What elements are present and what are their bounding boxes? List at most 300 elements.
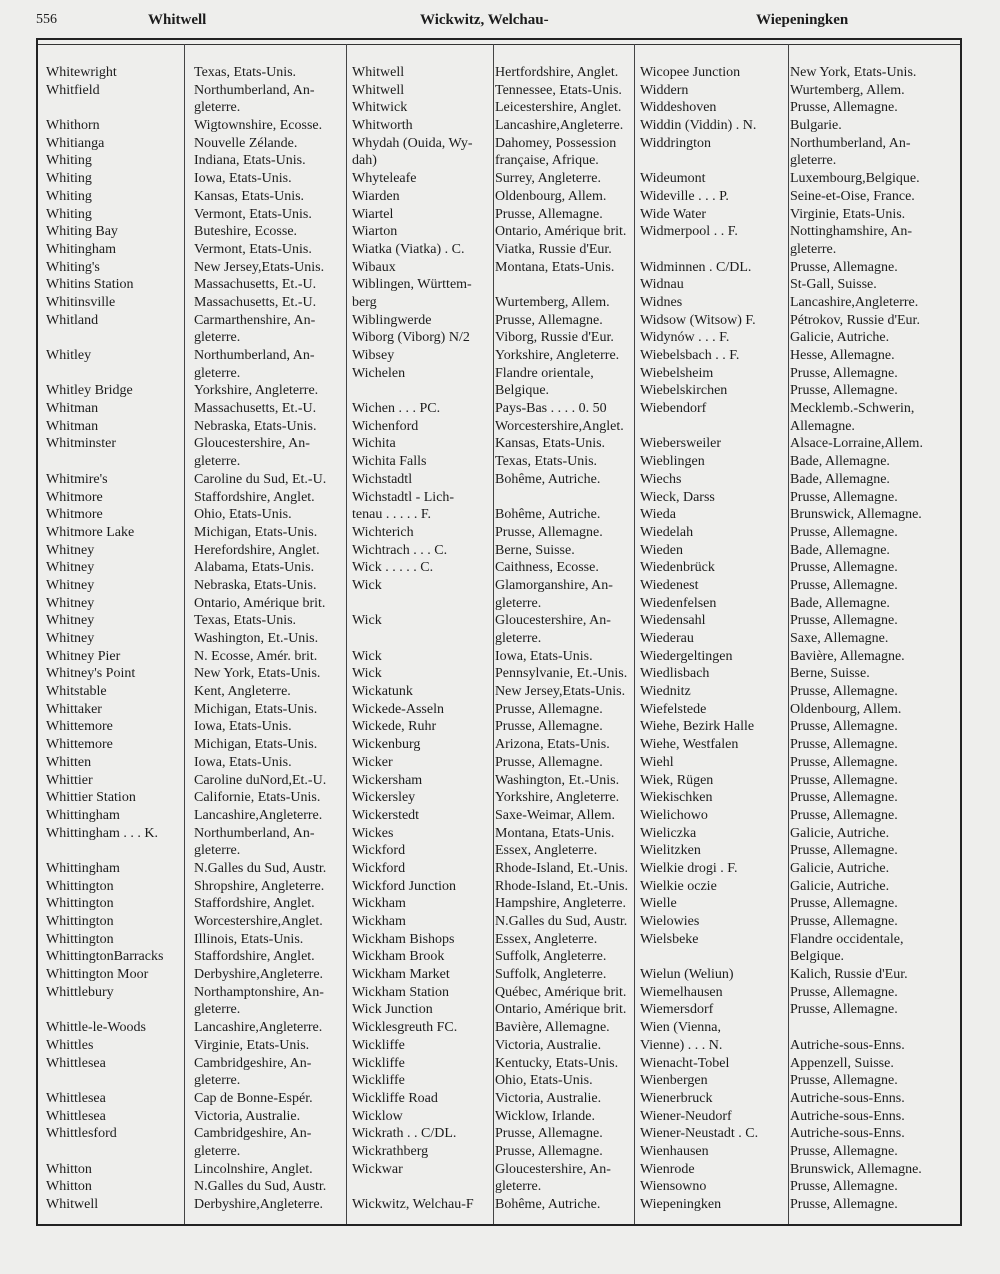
entry-row xyxy=(634,966,960,984)
locality: Victoria, Australie. xyxy=(194,1108,301,1124)
place-name: Whittington xyxy=(46,878,114,894)
locality: Prusse, Allemagne. xyxy=(790,737,898,753)
locality: gleterre. xyxy=(194,1002,241,1018)
entry-row xyxy=(36,435,346,453)
place-name: Wichterich xyxy=(352,524,414,540)
locality: Staffordshire, Anglet. xyxy=(194,489,315,505)
locality: Prusse, Allemagne. xyxy=(495,206,603,222)
locality: Galicie, Autriche. xyxy=(790,878,890,894)
entry-row xyxy=(36,152,346,170)
entry-row xyxy=(36,984,346,1002)
entry-row xyxy=(346,948,634,966)
entry-row xyxy=(634,329,960,347)
place-name: Whitmore Lake xyxy=(46,524,135,540)
locality: Bade, Allemagne. xyxy=(790,471,890,487)
place-name: Wiener-Neudorf xyxy=(640,1108,732,1124)
locality: Carmarthenshire, An- xyxy=(194,312,316,328)
place-name: Whittlesea xyxy=(46,1055,106,1071)
locality: Wurtemberg, Allem. xyxy=(790,82,905,98)
place-name: tenau . . . . . F. xyxy=(352,507,431,523)
locality: Belgique. xyxy=(495,383,550,399)
locality: Bavière, Allemagne. xyxy=(790,648,905,664)
locality: Arizona, Etats-Unis. xyxy=(495,737,610,753)
locality: Lancashire,Angleterre. xyxy=(790,294,919,310)
locality: Derbyshire,Angleterre. xyxy=(194,1197,324,1212)
locality: Autriche-sous-Enns. xyxy=(790,1037,905,1053)
entry-row xyxy=(346,82,634,100)
place-name: Wick . . . . . C. xyxy=(352,560,434,576)
locality: Prusse, Allemagne. xyxy=(790,754,898,770)
place-name: dah) xyxy=(352,153,377,169)
entry-row xyxy=(36,948,346,966)
entry-row xyxy=(36,365,346,383)
place-name: Wienbergen xyxy=(640,1073,708,1089)
place-name: Wickes xyxy=(352,825,394,841)
locality: Pétrokov, Russie d'Eur. xyxy=(790,312,920,328)
place-name: Whittingham xyxy=(46,807,120,823)
place-name: Wickwitz, Welchau-F xyxy=(352,1197,474,1212)
locality: Ontario, Amérique brit. xyxy=(194,595,326,611)
locality: New Jersey,Etats-Unis. xyxy=(495,684,626,700)
locality: Saxe-Weimar, Allem. xyxy=(495,807,615,823)
place-name: Whittier Station xyxy=(46,790,136,806)
place-name: Wickrathberg xyxy=(352,1143,429,1159)
entry-row xyxy=(634,1090,960,1108)
entry-row xyxy=(346,736,634,754)
locality: Prusse, Allemagne. xyxy=(790,1197,898,1212)
place-name: Wiemelhausen xyxy=(640,984,723,1000)
entry-row xyxy=(36,276,346,294)
locality: Prusse, Allemagne. xyxy=(495,1143,603,1159)
place-name: Wiborg (Viborg) N/2 xyxy=(352,330,470,346)
place-name: Wick Junction xyxy=(352,1002,433,1018)
locality: Northumberland, An- xyxy=(194,348,315,363)
entry-row xyxy=(346,259,634,277)
entry-row xyxy=(346,1019,634,1037)
locality: gleterre. xyxy=(194,365,241,381)
entry-row xyxy=(346,612,634,630)
place-name: Widminnen . C/DL. xyxy=(640,259,752,275)
entry-row xyxy=(346,842,634,860)
locality: Iowa, Etats-Unis. xyxy=(194,719,292,735)
entry-row xyxy=(634,630,960,648)
entry-row xyxy=(346,754,634,772)
locality: New Jersey,Etats-Unis. xyxy=(194,259,325,275)
entry-row xyxy=(634,294,960,312)
entry-row xyxy=(634,1108,960,1126)
place-name: Wick xyxy=(352,648,382,664)
place-name: Wielkie drogi . F. xyxy=(640,860,738,876)
entry-row xyxy=(634,1143,960,1161)
locality: Rhode-Island, Et.-Unis. xyxy=(495,860,628,876)
locality: Lancashire,Angleterre. xyxy=(495,118,624,134)
entry-row xyxy=(634,241,960,259)
place-name: Wickede-Asseln xyxy=(352,701,444,717)
place-name: Whittington Moor xyxy=(46,967,149,983)
entry-row xyxy=(36,82,346,100)
locality: Hesse, Allemagne. xyxy=(790,348,895,363)
place-name: Whitwell xyxy=(46,1197,99,1212)
place-name: Whittlebury xyxy=(46,984,114,1000)
locality: Prusse, Allemagne. xyxy=(495,312,603,328)
entry-row xyxy=(36,294,346,312)
locality: Pennsylvanie, Et.-Unis. xyxy=(495,666,628,682)
place-name: Wiebelsbach . . F. xyxy=(640,348,740,363)
locality: Surrey, Angleterre. xyxy=(495,171,601,187)
entry-row xyxy=(36,683,346,701)
locality: Seine-et-Oise, France. xyxy=(790,188,915,204)
place-name: Wicker xyxy=(352,754,393,770)
locality: Kent, Angleterre. xyxy=(194,684,291,700)
locality: Prusse, Allemagne. xyxy=(790,100,898,116)
locality: Washington, Et.-Unis. xyxy=(194,631,319,646)
place-name: Whittemore xyxy=(46,719,113,735)
locality: Prusse, Allemagne. xyxy=(790,843,898,859)
locality: Nottinghamshire, An- xyxy=(790,224,913,240)
entry-row xyxy=(634,1037,960,1055)
locality: Autriche-sous-Enns. xyxy=(790,1108,905,1124)
place-name: Wiedensahl xyxy=(640,613,706,629)
place-name: Wickham Station xyxy=(352,984,450,1000)
place-name: Whittles xyxy=(46,1037,94,1053)
entry-row xyxy=(346,188,634,206)
entry-row xyxy=(36,117,346,135)
place-name: Wickede, Ruhr xyxy=(352,719,437,735)
locality: Ohio, Etats-Unis. xyxy=(495,1073,593,1089)
place-name: Wieliczka xyxy=(640,825,697,841)
place-name: Whitman xyxy=(46,401,99,417)
place-name: Wickford xyxy=(352,843,406,859)
entry-row xyxy=(36,1072,346,1090)
place-name: Wickham Bishops xyxy=(352,931,455,947)
entry-row xyxy=(346,701,634,719)
locality: Northumberland, An- xyxy=(194,82,315,98)
entry-row xyxy=(36,612,346,630)
entry-row xyxy=(346,1161,634,1179)
entry-row xyxy=(634,1125,960,1143)
locality: Michigan, Etats-Unis. xyxy=(194,701,318,717)
entry-row xyxy=(36,1178,346,1196)
entry-row xyxy=(634,82,960,100)
place-name: Wickham Market xyxy=(352,967,450,983)
locality: Montana, Etats-Unis. xyxy=(495,259,615,275)
entry-row xyxy=(634,1161,960,1179)
entry-row xyxy=(346,365,634,383)
place-name: Whitton xyxy=(46,1161,92,1177)
place-name: Wideville . . . P. xyxy=(640,188,729,204)
locality: Prusse, Allemagne. xyxy=(790,1073,898,1089)
entry-row xyxy=(36,418,346,436)
place-name: Whitman xyxy=(46,418,99,434)
entry-row xyxy=(634,1055,960,1073)
locality: Lancashire,Angleterre. xyxy=(194,1020,323,1036)
locality: Nouvelle Zélande. xyxy=(194,135,298,151)
entry-row xyxy=(346,524,634,542)
place-name: Wiedenest xyxy=(640,577,699,593)
place-name: Whitley xyxy=(46,348,92,363)
entry-row xyxy=(634,895,960,913)
locality: Caroline du Sud, Et.-U. xyxy=(194,471,327,487)
locality: Autriche-sous-Enns. xyxy=(790,1090,905,1106)
locality: Derbyshire,Angleterre. xyxy=(194,967,324,983)
locality: Washington, Et.-Unis. xyxy=(495,772,620,788)
entry-column-2 xyxy=(346,64,634,1214)
entry-row xyxy=(346,506,634,524)
place-name: Whittlesea xyxy=(46,1090,106,1106)
place-name: WhittingtonBarracks xyxy=(46,949,164,965)
entry-row xyxy=(36,312,346,330)
entry-row xyxy=(346,718,634,736)
locality: Galicie, Autriche. xyxy=(790,825,890,841)
entry-row xyxy=(634,1178,960,1196)
locality: Wicklow, Irlande. xyxy=(495,1108,595,1124)
place-name: Widdrington xyxy=(640,135,711,151)
entry-row xyxy=(36,559,346,577)
entry-row xyxy=(346,931,634,949)
place-name: Widnes xyxy=(640,294,683,310)
place-name: Wienhausen xyxy=(640,1143,709,1159)
entry-row xyxy=(36,630,346,648)
locality: Prusse, Allemagne. xyxy=(495,1126,603,1142)
entry-row xyxy=(634,453,960,471)
entry-row xyxy=(346,382,634,400)
place-name: Wide Water xyxy=(640,206,707,222)
locality: Prusse, Allemagne. xyxy=(790,259,898,275)
locality: Prusse, Allemagne. xyxy=(790,1179,898,1195)
locality: gleterre. xyxy=(495,595,542,611)
place-name: Wiensowno xyxy=(640,1179,707,1195)
place-name: Wiefelstede xyxy=(640,701,707,717)
locality: Leicestershire, Anglet. xyxy=(495,100,622,116)
locality: N.Galles du Sud, Austr. xyxy=(194,860,327,876)
locality: Victoria, Australie. xyxy=(495,1090,602,1106)
locality: Bade, Allemagne. xyxy=(790,454,890,470)
entry-row xyxy=(346,223,634,241)
locality: Luxembourg,Belgique. xyxy=(790,171,920,187)
locality: N. Ecosse, Amér. brit. xyxy=(194,648,318,664)
place-name: Whitmire's xyxy=(46,471,108,487)
locality: Prusse, Allemagne. xyxy=(790,1143,898,1159)
entry-row xyxy=(36,347,346,365)
place-name: Wienerbruck xyxy=(640,1090,713,1106)
entry-row xyxy=(346,1178,634,1196)
locality: Virginie, Etats-Unis. xyxy=(790,206,906,222)
place-name: Wichen . . . PC. xyxy=(352,401,441,417)
entry-row xyxy=(346,1143,634,1161)
entry-row xyxy=(634,913,960,931)
entry-row xyxy=(36,701,346,719)
entry-row xyxy=(346,347,634,365)
entry-row xyxy=(634,188,960,206)
entry-row xyxy=(36,1125,346,1143)
place-name: Widsow (Witsow) F. xyxy=(640,312,756,328)
place-name: Whitmore xyxy=(46,507,103,523)
entry-row xyxy=(36,241,346,259)
place-name: Wielun (Weliun) xyxy=(640,967,734,983)
entry-row xyxy=(36,878,346,896)
place-name: Whittle-le-Woods xyxy=(46,1020,146,1036)
locality: gleterre. xyxy=(194,843,241,859)
place-name: Wick xyxy=(352,577,382,593)
locality: Bade, Allemagne. xyxy=(790,595,890,611)
locality: Prusse, Allemagne. xyxy=(790,365,898,381)
place-name: Whitton xyxy=(46,1179,92,1195)
entry-row xyxy=(346,1037,634,1055)
entry-row xyxy=(36,1001,346,1019)
place-name: Wideumont xyxy=(640,171,706,187)
place-name: Wiblingen, Württem- xyxy=(352,277,472,293)
entry-row xyxy=(346,807,634,825)
locality: Prusse, Allemagne. xyxy=(790,719,898,735)
locality: Flandre orientale, xyxy=(495,365,594,381)
locality: gleterre. xyxy=(495,1179,542,1195)
place-name: Wickerstedt xyxy=(352,807,420,823)
locality: Massachusetts, Et.-U. xyxy=(194,401,317,417)
entry-row xyxy=(634,489,960,507)
entry-row xyxy=(634,542,960,560)
entry-row xyxy=(346,860,634,878)
entry-row xyxy=(634,595,960,613)
locality: New York, Etats-Unis. xyxy=(194,666,321,682)
locality: gleterre. xyxy=(194,1143,241,1159)
place-name: Whitianga xyxy=(46,135,105,151)
entry-row xyxy=(36,329,346,347)
place-name: Wiblingwerde xyxy=(352,312,432,328)
locality: Lincolnshire, Anglet. xyxy=(194,1161,313,1177)
locality: Prusse, Allemagne. xyxy=(790,489,898,505)
locality: Texas, Etats-Unis. xyxy=(194,613,297,629)
entry-row xyxy=(346,1055,634,1073)
entry-row xyxy=(634,506,960,524)
locality: Flandre occidentale, xyxy=(790,931,904,947)
entry-row xyxy=(634,665,960,683)
page-number: 556 xyxy=(36,12,57,27)
locality: gleterre. xyxy=(194,330,241,346)
place-name: Wiekischken xyxy=(640,790,713,806)
place-name: Wiatka (Viatka) . C. xyxy=(352,241,465,257)
locality: Prusse, Allemagne. xyxy=(790,914,898,929)
entry-row xyxy=(36,1090,346,1108)
locality: Essex, Angleterre. xyxy=(495,931,598,947)
locality: Prusse, Allemagne. xyxy=(495,524,603,540)
locality: Vermont, Etats-Unis. xyxy=(194,241,312,257)
place-name: Whitland xyxy=(46,312,99,328)
locality: Rhode-Island, Et.-Unis. xyxy=(495,878,628,894)
locality: Appenzell, Suisse. xyxy=(790,1055,894,1071)
place-name: Wiemersdorf xyxy=(640,1002,714,1018)
entry-row xyxy=(634,984,960,1002)
locality: Michigan, Etats-Unis. xyxy=(194,737,318,753)
entry-row xyxy=(346,1125,634,1143)
entry-row xyxy=(634,559,960,577)
place-name: Whittier xyxy=(46,772,93,788)
locality: Caithness, Ecosse. xyxy=(495,560,599,576)
place-name: Wick xyxy=(352,613,382,629)
entry-row xyxy=(346,789,634,807)
entry-row xyxy=(346,152,634,170)
entry-row xyxy=(346,453,634,471)
place-name: Whitingham xyxy=(46,241,116,257)
entry-row xyxy=(634,807,960,825)
place-name: Wichtrach . . . C. xyxy=(352,542,448,558)
locality: Bohême, Autriche. xyxy=(495,471,601,487)
entry-row xyxy=(634,1001,960,1019)
place-name: Widnau xyxy=(640,277,684,293)
place-name: Widdeshoven xyxy=(640,100,717,116)
entry-row xyxy=(346,630,634,648)
locality: Yorkshire, Angleterre. xyxy=(495,790,620,806)
place-name: Whitfield xyxy=(46,82,100,98)
place-name: Wieck, Darss xyxy=(640,489,715,505)
entry-row xyxy=(36,1055,346,1073)
locality: Prusse, Allemagne. xyxy=(790,790,898,806)
locality: Alsace-Lorraine,Allem. xyxy=(790,436,923,452)
place-name: Wichstadtl - Lich- xyxy=(352,489,455,505)
entry-row xyxy=(634,99,960,117)
locality: Viatka, Russie d'Eur. xyxy=(495,241,612,257)
locality: Prusse, Allemagne. xyxy=(495,719,603,735)
entry-row xyxy=(36,648,346,666)
place-name: Wielitzken xyxy=(640,843,701,859)
locality: Brunswick, Allemagne. xyxy=(790,1161,922,1177)
place-name: Whitney xyxy=(46,595,95,611)
locality: Montana, Etats-Unis. xyxy=(495,825,615,841)
place-name: Whitney xyxy=(46,577,95,593)
locality: Massachusetts, Et.-U. xyxy=(194,294,317,310)
entry-row xyxy=(346,418,634,436)
entry-row xyxy=(36,542,346,560)
place-name: Wichita Falls xyxy=(352,454,427,470)
entry-row xyxy=(36,489,346,507)
entry-row xyxy=(36,1161,346,1179)
place-name: Whiting xyxy=(46,206,92,222)
locality: Cambridgeshire, An- xyxy=(194,1126,312,1142)
place-name: Whittlesea xyxy=(46,1108,106,1124)
place-name: Whittlesford xyxy=(46,1126,117,1142)
place-name: Wien (Vienna, xyxy=(640,1020,722,1036)
place-name: Wieden xyxy=(640,542,683,558)
locality: Herefordshire, Anglet. xyxy=(194,542,320,558)
place-name: Whitinsville xyxy=(46,294,116,310)
locality: Prusse, Allemagne. xyxy=(790,984,898,1000)
locality: Illinois, Etats-Unis. xyxy=(194,931,304,947)
entry-row xyxy=(634,1196,960,1214)
place-name: Wiartel xyxy=(352,206,394,222)
locality: Galicie, Autriche. xyxy=(790,860,890,876)
locality: Kalich, Russie d'Eur. xyxy=(790,967,908,983)
entry-row xyxy=(634,736,960,754)
place-name: Wicopee Junction xyxy=(640,65,741,80)
entry-row xyxy=(346,99,634,117)
locality: Galicie, Autriche. xyxy=(790,330,890,346)
place-name: Wickersley xyxy=(352,790,416,806)
locality: française, Afrique. xyxy=(495,153,599,169)
locality: Ontario, Amérique brit. xyxy=(495,1002,627,1018)
locality: Virginie, Etats-Unis. xyxy=(194,1037,310,1053)
place-name: Widynów . . . F. xyxy=(640,330,730,346)
entry-row xyxy=(634,1019,960,1037)
place-name: Wickliffe Road xyxy=(352,1090,438,1106)
locality: Worcestershire,Anglet. xyxy=(495,418,624,434)
locality: Iowa, Etats-Unis. xyxy=(194,171,292,187)
place-name: Wieda xyxy=(640,507,676,523)
place-name: Whitten xyxy=(46,754,92,770)
locality: St-Gall, Suisse. xyxy=(790,277,877,293)
place-name: Wick xyxy=(352,666,382,682)
place-name: Wiedergeltingen xyxy=(640,648,733,664)
locality: Michigan, Etats-Unis. xyxy=(194,524,318,540)
locality: Brunswick, Allemagne. xyxy=(790,507,922,523)
